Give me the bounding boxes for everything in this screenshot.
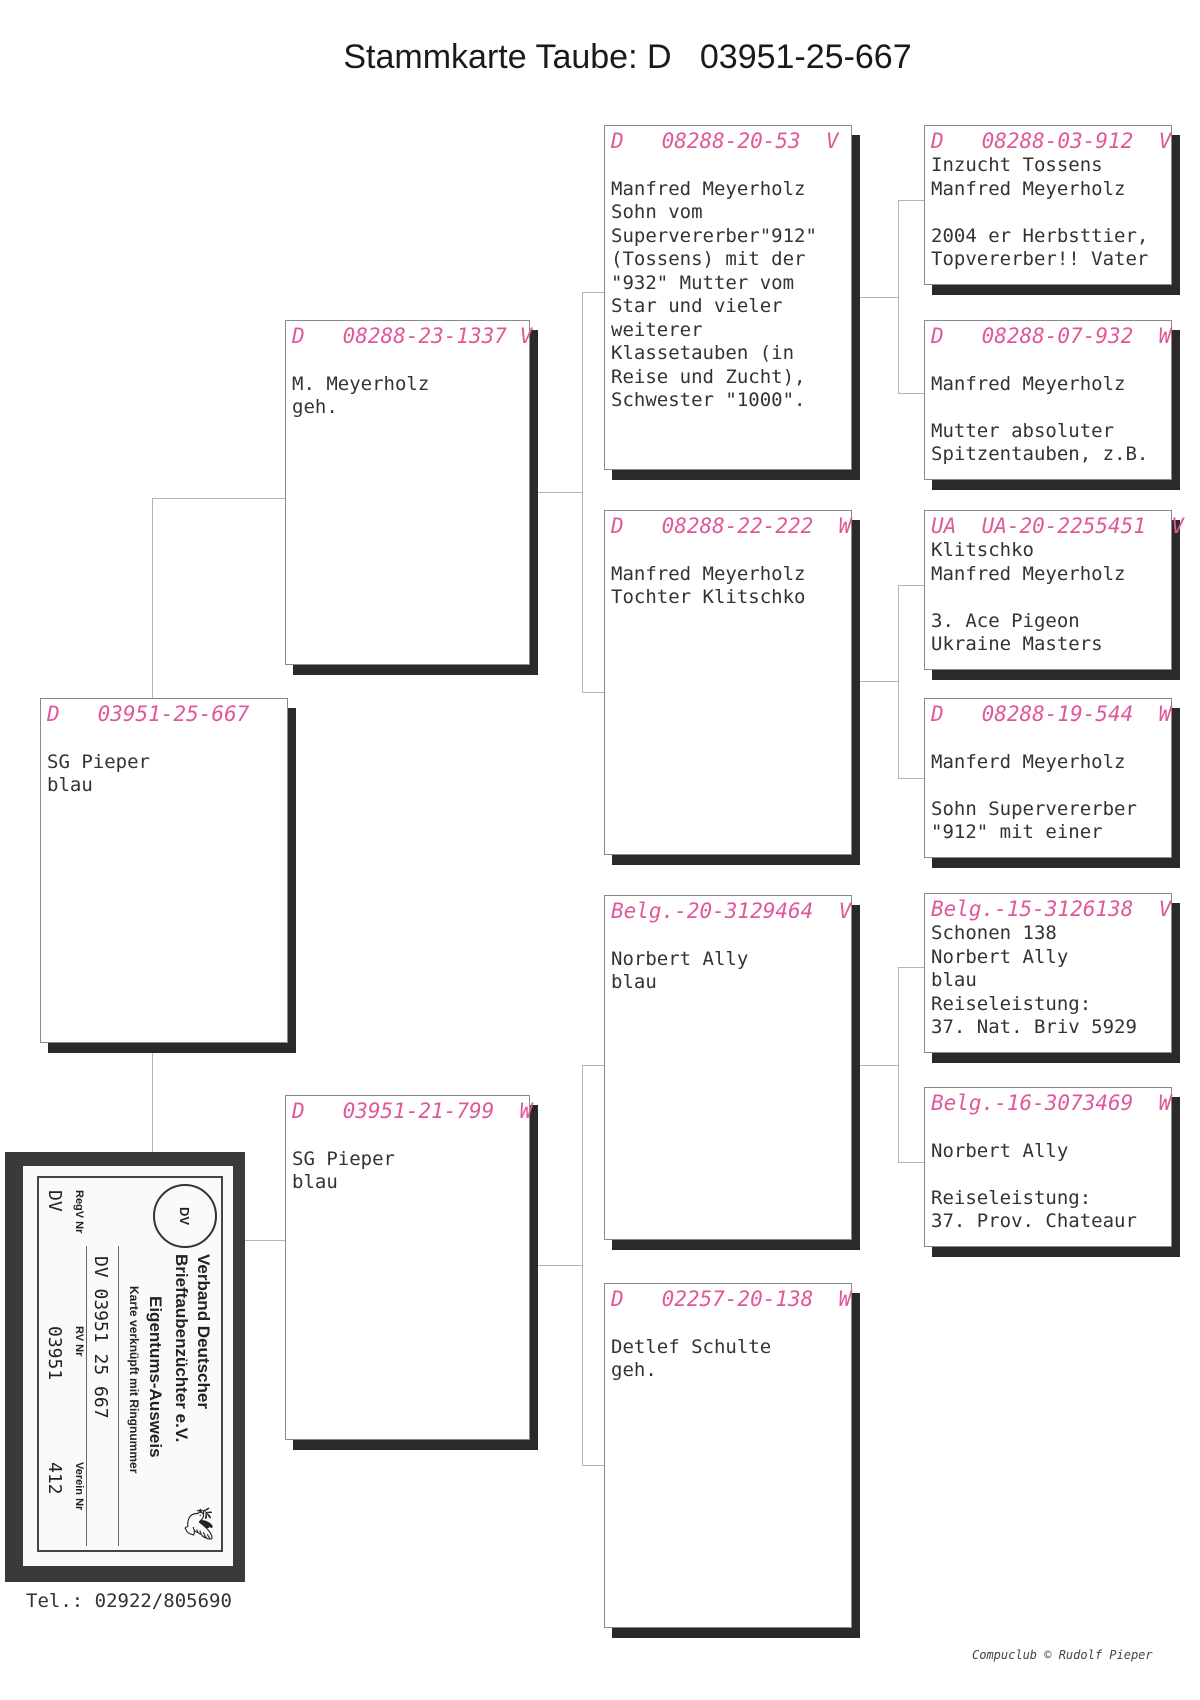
info-line: Norbert Ally xyxy=(931,945,1069,968)
info-line: Manfred Meyerholz xyxy=(931,177,1126,200)
pedigree-box-ggp-1 xyxy=(924,125,1172,285)
pedigree-box-mother xyxy=(285,1095,533,1440)
info-line: SG Pieper xyxy=(292,1147,395,1170)
info-line: 37. Nat. Briv 5929 xyxy=(931,1016,1137,1038)
pedigree-box-maternal-grandmother xyxy=(604,1283,852,1628)
ring-number: Belg.-16-3073469 W xyxy=(931,1091,1172,1115)
info-line: 37. Prov. Chateaur xyxy=(931,1210,1137,1232)
info-line: Manferd Meyerholz xyxy=(931,750,1126,773)
ring-number: D 03951-25-667 xyxy=(47,702,250,726)
id-org-name-2: Brieftaubenzüchter e.V. xyxy=(172,1254,191,1443)
info-line: Reiseleistung: xyxy=(931,992,1092,1015)
info-line: Supervererber"912" xyxy=(611,224,817,247)
info-line: Sohn Supervererber xyxy=(931,797,1137,820)
info-line: Topvererber!! Vater xyxy=(931,248,1149,270)
ring-number: D 08288-23-1337 V xyxy=(292,324,533,348)
id-subtitle: Karte verknüpft mit Ringnummer xyxy=(127,1286,141,1474)
info-line: 3. Ace Pigeon xyxy=(931,609,1080,632)
info-line: blau xyxy=(611,971,657,993)
ring-number: D 08288-20-53 V xyxy=(611,129,839,153)
ring-number: UA UA-20-2255451 V xyxy=(931,514,1184,538)
dv-logo-icon: DV xyxy=(153,1184,217,1248)
info-line: Manfred Meyerholz xyxy=(611,562,806,585)
info-line: Klassetauben (in xyxy=(611,342,795,364)
info-line: 2004 er Herbsttier, xyxy=(931,224,1149,247)
pigeon-icon: 🕊 xyxy=(183,1506,214,1542)
id-value-verein: 412 xyxy=(44,1462,65,1495)
info-line: Reiseleistung: xyxy=(931,1186,1092,1209)
page-title: Stammkarte Taube: D 03951-25-667 xyxy=(343,38,912,76)
info-line: Mutter absoluter xyxy=(931,419,1115,442)
footer-credit: Compuclub © Rudolf Pieper xyxy=(972,1648,1153,1662)
info-line: Inzucht Tossens xyxy=(931,154,1103,176)
id-label-rv: RV Nr xyxy=(73,1326,85,1357)
info-line: Manfred Meyerholz xyxy=(611,177,806,200)
info-line: weiterer xyxy=(611,318,703,341)
pedigree-box-maternal-grandfather xyxy=(604,895,852,1240)
id-value-regv: DV xyxy=(44,1190,65,1212)
pedigree-box-paternal-grandfather xyxy=(604,125,852,470)
info-line: Manfred Meyerholz xyxy=(931,562,1126,585)
info-line: blau xyxy=(292,1171,338,1193)
info-line: "912" mit einer xyxy=(931,821,1103,843)
telephone: Tel.: 02922/805690 xyxy=(26,1590,232,1612)
id-ring-number: DV 03951 25 667 xyxy=(90,1256,111,1419)
info-line: Manfred Meyerholz xyxy=(931,372,1126,395)
id-label-verein: Verein Nr xyxy=(73,1462,85,1511)
info-line: (Tossens) mit der xyxy=(611,248,806,270)
ring-number: Belg.-20-3129464 V xyxy=(611,899,852,923)
ring-number: D 02257-20-138 W xyxy=(611,1287,852,1311)
info-line: Tochter Klitschko xyxy=(611,586,806,608)
info-line: blau xyxy=(931,969,977,991)
ring-number: D 08288-03-912 V xyxy=(931,129,1172,153)
id-card-inner xyxy=(23,1166,233,1566)
ring-number: D 03951-21-799 W xyxy=(292,1099,533,1123)
info-line: blau xyxy=(47,774,93,796)
ring-number: D 08288-22-222 W xyxy=(611,514,852,538)
id-doc-title: Eigentums-Ausweis xyxy=(146,1296,165,1458)
info-line: Sohn vom xyxy=(611,201,703,223)
ring-number: D 08288-19-544 W xyxy=(931,702,1172,726)
info-line: Spitzentauben, z.B. xyxy=(931,443,1149,465)
info-line: Detlef Schulte xyxy=(611,1335,772,1358)
info-line: Schwester "1000". xyxy=(611,389,806,411)
info-line: Ukraine Masters xyxy=(931,633,1103,655)
pedigree-box-ggp-2 xyxy=(924,320,1172,480)
pedigree-box-subject xyxy=(40,698,288,1043)
ring-number: D 08288-07-932 W xyxy=(931,324,1172,348)
info-line: Norbert Ally xyxy=(931,1139,1069,1162)
id-label-regv: RegV Nr xyxy=(73,1190,85,1234)
ownership-id-card xyxy=(5,1152,245,1582)
id-value-rv: 03951 xyxy=(44,1326,65,1381)
info-line: geh. xyxy=(292,396,338,418)
pedigree-box-ggp-5 xyxy=(924,893,1172,1053)
pedigree-box-paternal-grandmother xyxy=(604,510,852,855)
info-line: Norbert Ally xyxy=(611,947,749,970)
info-line: Schonen 138 xyxy=(931,922,1057,944)
info-line: SG Pieper xyxy=(47,750,150,773)
pedigree-box-ggp-6 xyxy=(924,1087,1172,1247)
info-line: Klitschko xyxy=(931,539,1034,561)
pedigree-box-ggp-4 xyxy=(924,698,1172,858)
id-card-content xyxy=(33,1176,223,1556)
pedigree-box-father xyxy=(285,320,533,665)
info-line: M. Meyerholz xyxy=(292,372,430,395)
pedigree-box-ggp-3 xyxy=(924,510,1184,670)
info-line: "932" Mutter vom xyxy=(611,271,795,294)
info-line: Reise und Zucht), xyxy=(611,365,806,388)
id-org-name-1: Verband Deutscher xyxy=(194,1254,213,1409)
info-line: Star und vieler xyxy=(611,295,783,317)
info-line: geh. xyxy=(611,1359,657,1381)
ring-number: Belg.-15-3126138 V xyxy=(931,897,1172,921)
